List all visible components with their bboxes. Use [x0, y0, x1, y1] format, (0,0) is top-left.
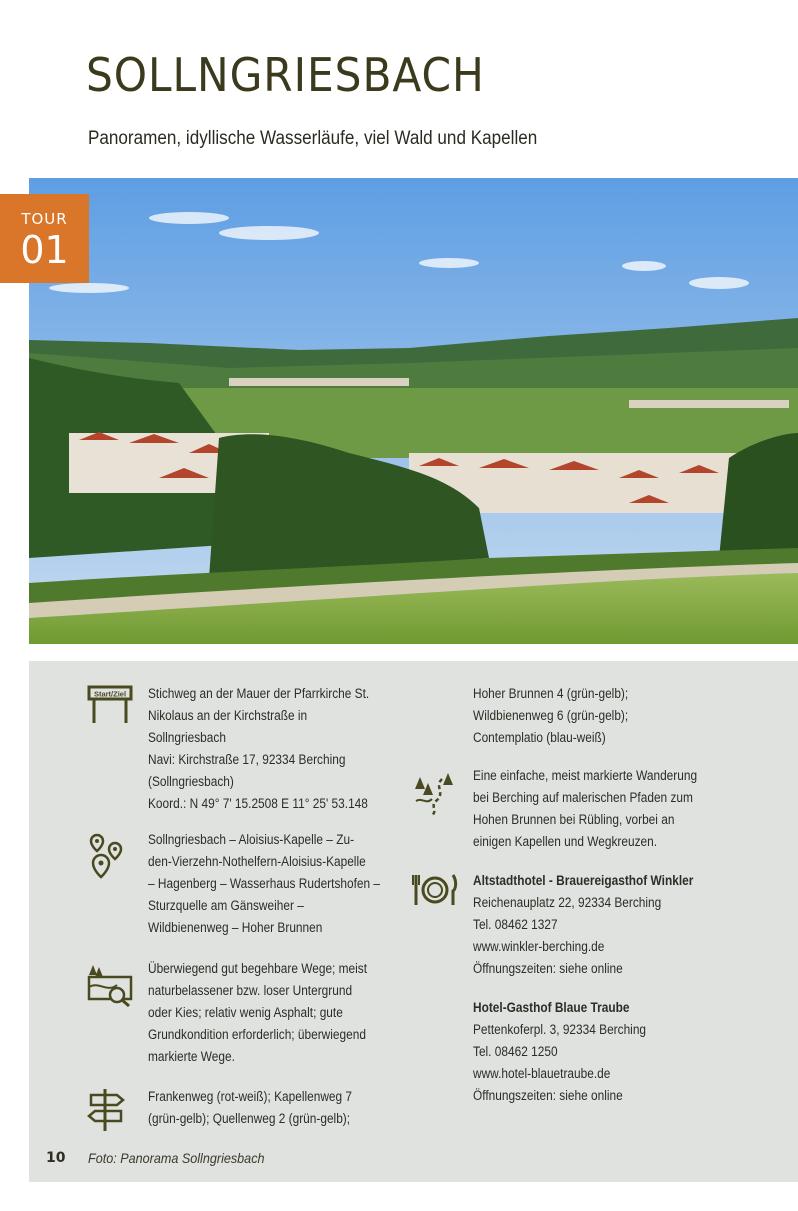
info-panel	[29, 661, 798, 1182]
description-line: einigen Kapellen und Wegkreuzen.	[473, 834, 658, 849]
dining-text	[473, 870, 693, 1107]
restaurant-line: Tel. 08462 1250	[473, 1044, 558, 1059]
terrain-text	[148, 958, 367, 1068]
restaurant-link[interactable]: www.winkler-berching.de	[473, 939, 605, 954]
markings-line: Contemplatio (blau-weiß)	[473, 730, 606, 745]
panorama-photo	[29, 178, 798, 644]
start-line: Nikolaus an der Kirchstraße in	[148, 708, 308, 723]
photo-caption: Foto: Panorama Sollngriesbach	[88, 1150, 265, 1166]
markings-line: Wildbienenweg 6 (grün-gelb);	[473, 708, 629, 723]
restaurant-line: Öffnungszeiten: siehe online	[473, 961, 623, 976]
map-pins-icon	[87, 833, 133, 879]
route-line: Sollngriesbach – Aloisius-Kapelle – Zu-	[148, 832, 355, 847]
start-line: Sollngriesbach	[148, 730, 226, 745]
landscape-illustration	[29, 178, 798, 644]
description-line: Hohen Brunnen bei Rübling, vorbei an	[473, 812, 675, 827]
route-text	[148, 829, 380, 939]
page-number: 10	[46, 1150, 66, 1166]
start-line: Stichweg an der Mauer der Pfarrkirche St.	[148, 686, 370, 701]
restaurant-line: Pettenkoferpl. 3, 92334 Berching	[473, 1022, 647, 1037]
tour-label: TOUR	[21, 210, 68, 228]
route-line: Sturzquelle am Gänsweiher –	[148, 898, 304, 913]
description-text	[473, 765, 697, 853]
hiking-path-icon	[412, 769, 458, 815]
restaurant-name: Altstadthotel - Brauereigasthof Winkler	[473, 873, 694, 888]
route-line: – Hagenberg – Wasserhaus Rudertshofen –	[148, 876, 381, 891]
markings-text	[148, 1086, 352, 1130]
page-title: SOLLNGRIESBACH	[86, 48, 485, 102]
markings-line: Frankenweg (rot-weiß); Kapellenweg 7	[148, 1089, 353, 1104]
markings-continued-text	[473, 683, 628, 749]
start-text	[148, 683, 369, 815]
terrain-line: Grundkondition erforderlich; überwiegend	[148, 1027, 366, 1042]
start-line: Koord.: N 49° 7' 15.2508 E 11° 25' 53.148	[148, 796, 368, 811]
restaurant-line: Tel. 08462 1327	[473, 917, 558, 932]
svg-text:Start/Ziel: Start/Ziel	[93, 689, 127, 699]
tour-number: 01	[20, 228, 69, 272]
description-line: Eine einfache, meist markierte Wanderung	[473, 768, 698, 783]
signpost-icon	[87, 1087, 133, 1133]
terrain-line: markierte Wege.	[148, 1049, 235, 1064]
description-line: bei Berching auf malerischen Pfaden zum	[473, 790, 693, 805]
terrain-map-icon	[87, 961, 133, 1007]
restaurant-link[interactable]: www.hotel-blauetraube.de	[473, 1066, 611, 1081]
plate-cutlery-icon	[412, 867, 458, 913]
start-finish-sign-icon	[87, 683, 133, 729]
start-line: Navi: Kirchstraße 17, 92334 Berching	[148, 752, 346, 767]
page-subtitle: Panoramen, idyllische Wasserläufe, viel Wald und Kapellen	[88, 128, 538, 149]
restaurant-line: Öffnungszeiten: siehe online	[473, 1088, 623, 1103]
markings-line: (grün-gelb); Quellenweg 2 (grün-gelb);	[148, 1111, 351, 1126]
restaurant-line: Reichenauplatz 22, 92334 Berching	[473, 895, 662, 910]
terrain-line: naturbelassener bzw. loser Untergrund	[148, 983, 353, 998]
terrain-line: oder Kies; relativ wenig Asphalt; gute	[148, 1005, 343, 1020]
route-line: Wildbienenweg – Hoher Brunnen	[148, 920, 323, 935]
restaurant-name: Hotel-Gasthof Blaue Traube	[473, 1000, 630, 1015]
tour-badge	[0, 194, 89, 283]
terrain-line: Überwiegend gut begehbare Wege; meist	[148, 961, 368, 976]
markings-line: Hoher Brunnen 4 (grün-gelb);	[473, 686, 629, 701]
route-line: den-Vierzehn-Nothelfern-Aloisius-Kapelle	[148, 854, 366, 869]
start-line: (Sollngriesbach)	[148, 774, 234, 789]
